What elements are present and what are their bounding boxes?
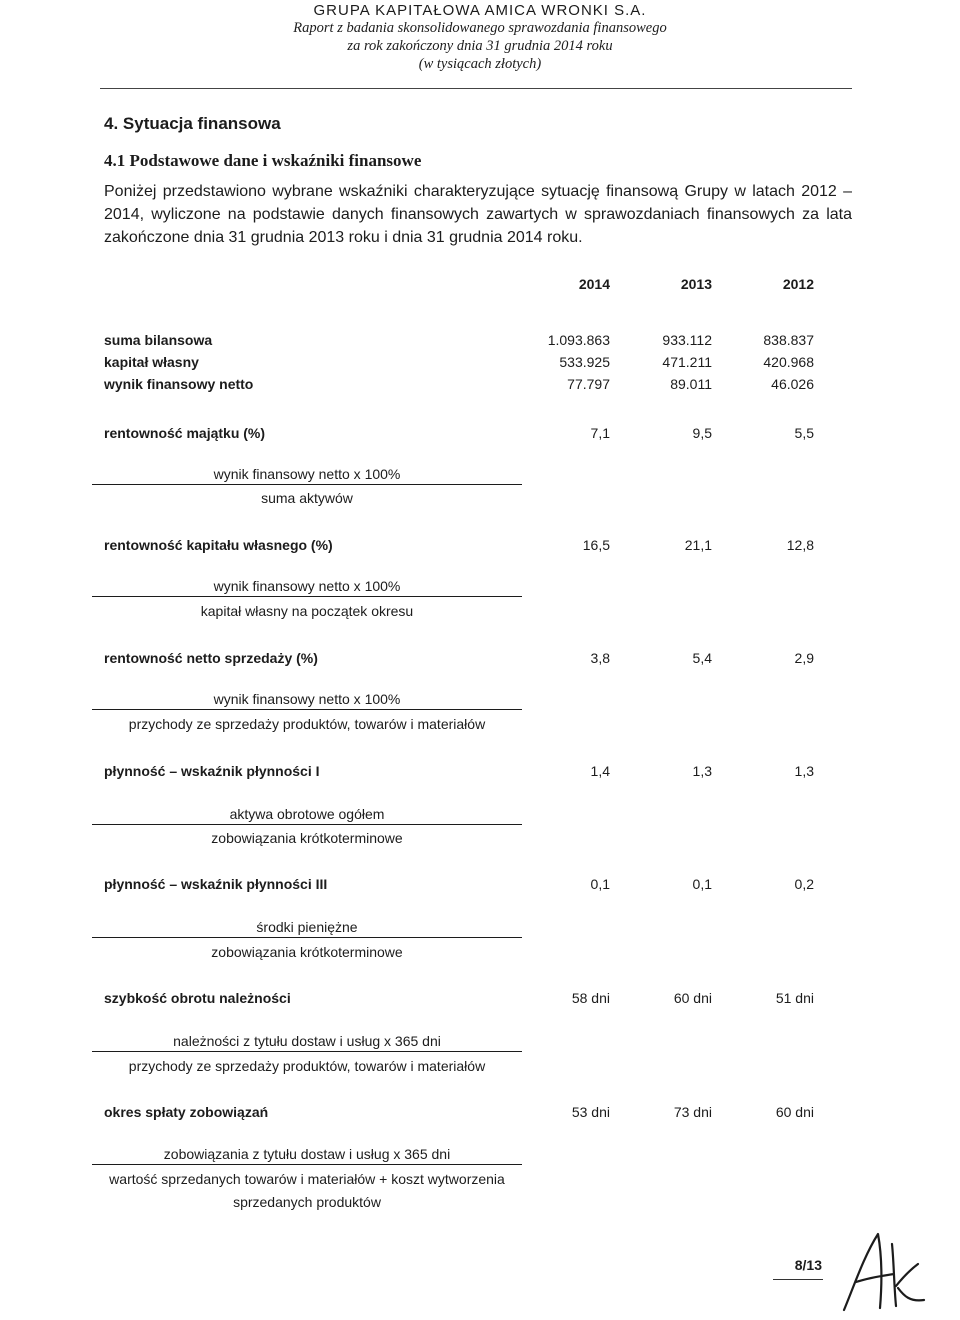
ratio-label: płynność – wskaźnik płynności III	[104, 876, 328, 892]
ratio-value-2014: 0,1	[590, 876, 610, 892]
ratio-value-2012: 1,3	[794, 763, 814, 779]
formula-fraction-line	[92, 1164, 522, 1165]
ratio-value-2014: 1,4	[590, 763, 610, 779]
row-value-2014: 1.093.863	[547, 332, 610, 348]
year-header-2014: 2014	[578, 276, 610, 292]
formula-denominator: suma aktywów	[261, 490, 353, 506]
ratio-value-2014: 16,5	[582, 537, 610, 553]
ratio-value-2013: 73 dni	[673, 1104, 712, 1120]
ratio-label: szybkość obrotu należności	[104, 990, 291, 1006]
formula-denominator: kapitał własny na początek okresu	[200, 603, 414, 619]
ratio-value-2014: 53 dni	[571, 1104, 610, 1120]
year-header-2012: 2012	[782, 276, 814, 292]
ratio-value-2014: 3,8	[590, 650, 610, 666]
page-number-underline	[773, 1279, 823, 1280]
formula-fraction-line	[92, 709, 522, 710]
row-value-2012: 420.968	[763, 354, 814, 370]
ratio-value-2013: 0,1	[692, 876, 712, 892]
ratio-value-2012: 5,5	[794, 425, 814, 441]
ratio-label: płynność – wskaźnik płynności I	[104, 763, 320, 779]
row-value-2012: 838.837	[763, 332, 814, 348]
ratio-value-2012: 51 dni	[775, 990, 814, 1006]
page-number: 8/13	[794, 1257, 822, 1273]
year-header-2013: 2013	[680, 276, 712, 292]
formula-numerator: aktywa obrotowe ogółem	[229, 806, 385, 822]
formula-fraction-line	[92, 484, 522, 485]
ratio-value-2012: 12,8	[786, 537, 814, 553]
formula-denominator: zobowiązania krótkoterminowe	[211, 830, 403, 846]
row-label: suma bilansowa	[104, 332, 213, 348]
ratio-label: rentowność netto sprzedaży (%)	[104, 650, 318, 666]
formula-numerator: wynik finansowy netto x 100%	[213, 578, 401, 594]
row-value-2014: 533.925	[559, 354, 610, 370]
formula-numerator: środki pieniężne	[256, 919, 358, 935]
ratio-label: rentowność majątku (%)	[104, 425, 266, 441]
document-header	[0, 0, 960, 73]
formula-numerator: wynik finansowy netto x 100%	[213, 466, 401, 482]
formula-denominator: przychody ze sprzedaży produktów, towarów i materiałów	[128, 1058, 486, 1074]
row-label: wynik finansowy netto	[104, 376, 254, 392]
formula-fraction-line	[92, 596, 522, 597]
ratio-value-2013: 1,3	[692, 763, 712, 779]
row-value-2012: 46.026	[771, 376, 814, 392]
formula-denominator: zobowiązania krótkoterminowe	[211, 944, 403, 960]
ratio-value-2013: 9,5	[692, 425, 712, 441]
ratio-value-2013: 5,4	[692, 650, 712, 666]
ratio-value-2013: 60 dni	[673, 990, 712, 1006]
formula-numerator: zobowiązania z tytułu dostaw i usług x 365 dni	[163, 1146, 451, 1162]
row-value-2013: 89.011	[670, 376, 712, 392]
ratio-value-2014: 58 dni	[571, 990, 610, 1006]
formula-denominator: przychody ze sprzedaży produktów, towarów i materiałów	[128, 716, 486, 732]
handwritten-signature	[838, 1226, 928, 1316]
formula-fraction-line	[92, 1051, 522, 1052]
ratio-value-2012: 0,2	[794, 876, 814, 892]
row-value-2013: 471.211	[662, 354, 712, 370]
subsection-title: 4.1 Podstawowe dane i wskaźniki finansowe	[104, 151, 422, 170]
ratio-value-2012: 2,9	[794, 650, 814, 666]
section-title: 4. Sytuacja finansowa	[104, 114, 281, 133]
row-value-2013: 933.112	[662, 332, 712, 348]
formula-numerator: wynik finansowy netto x 100%	[213, 691, 401, 707]
header-divider	[100, 88, 852, 89]
formula-fraction-line	[92, 824, 522, 825]
formula-denominator: wartość sprzedanych towarów i materiałów + koszt wytworzenia sprzedanych produktów	[109, 1171, 505, 1210]
company-name: GRUPA KAPITAŁOWA AMICA WRONKI S.A.	[313, 2, 647, 19]
ratio-value-2012: 60 dni	[775, 1104, 814, 1120]
ratio-value-2013: 21,1	[684, 537, 712, 553]
ratio-label: rentowność kapitału własnego (%)	[104, 537, 333, 553]
ratio-label: okres spłaty zobowiązań	[104, 1104, 269, 1120]
formula-numerator: należności z tytułu dostaw i usług x 365 dni	[173, 1033, 441, 1049]
report-period: za rok zakończony dnia 31 grudnia 2014 roku	[347, 38, 613, 54]
report-unit: (w tysiącach złotych)	[418, 56, 542, 72]
row-label: kapitał własny	[104, 354, 199, 370]
ratio-value-2014: 7,1	[590, 425, 610, 441]
intro-paragraph: Poniżej przedstawiono wybrane wskaźniki charakteryzujące sytuację finansową Grupy w latach 2012 – 2014, wyliczone na podstawie danych finansowych zawartych w sprawozdaniach finansowych za lata zakończone dnia 31 grudnia 2013 roku i dnia 31 grudnia 2014 roku.	[104, 183, 852, 246]
formula-fraction-line	[92, 937, 522, 938]
report-title: Raport z badania skonsolidowanego sprawozdania finansowego	[293, 20, 667, 36]
row-value-2014: 77.797	[567, 376, 610, 392]
